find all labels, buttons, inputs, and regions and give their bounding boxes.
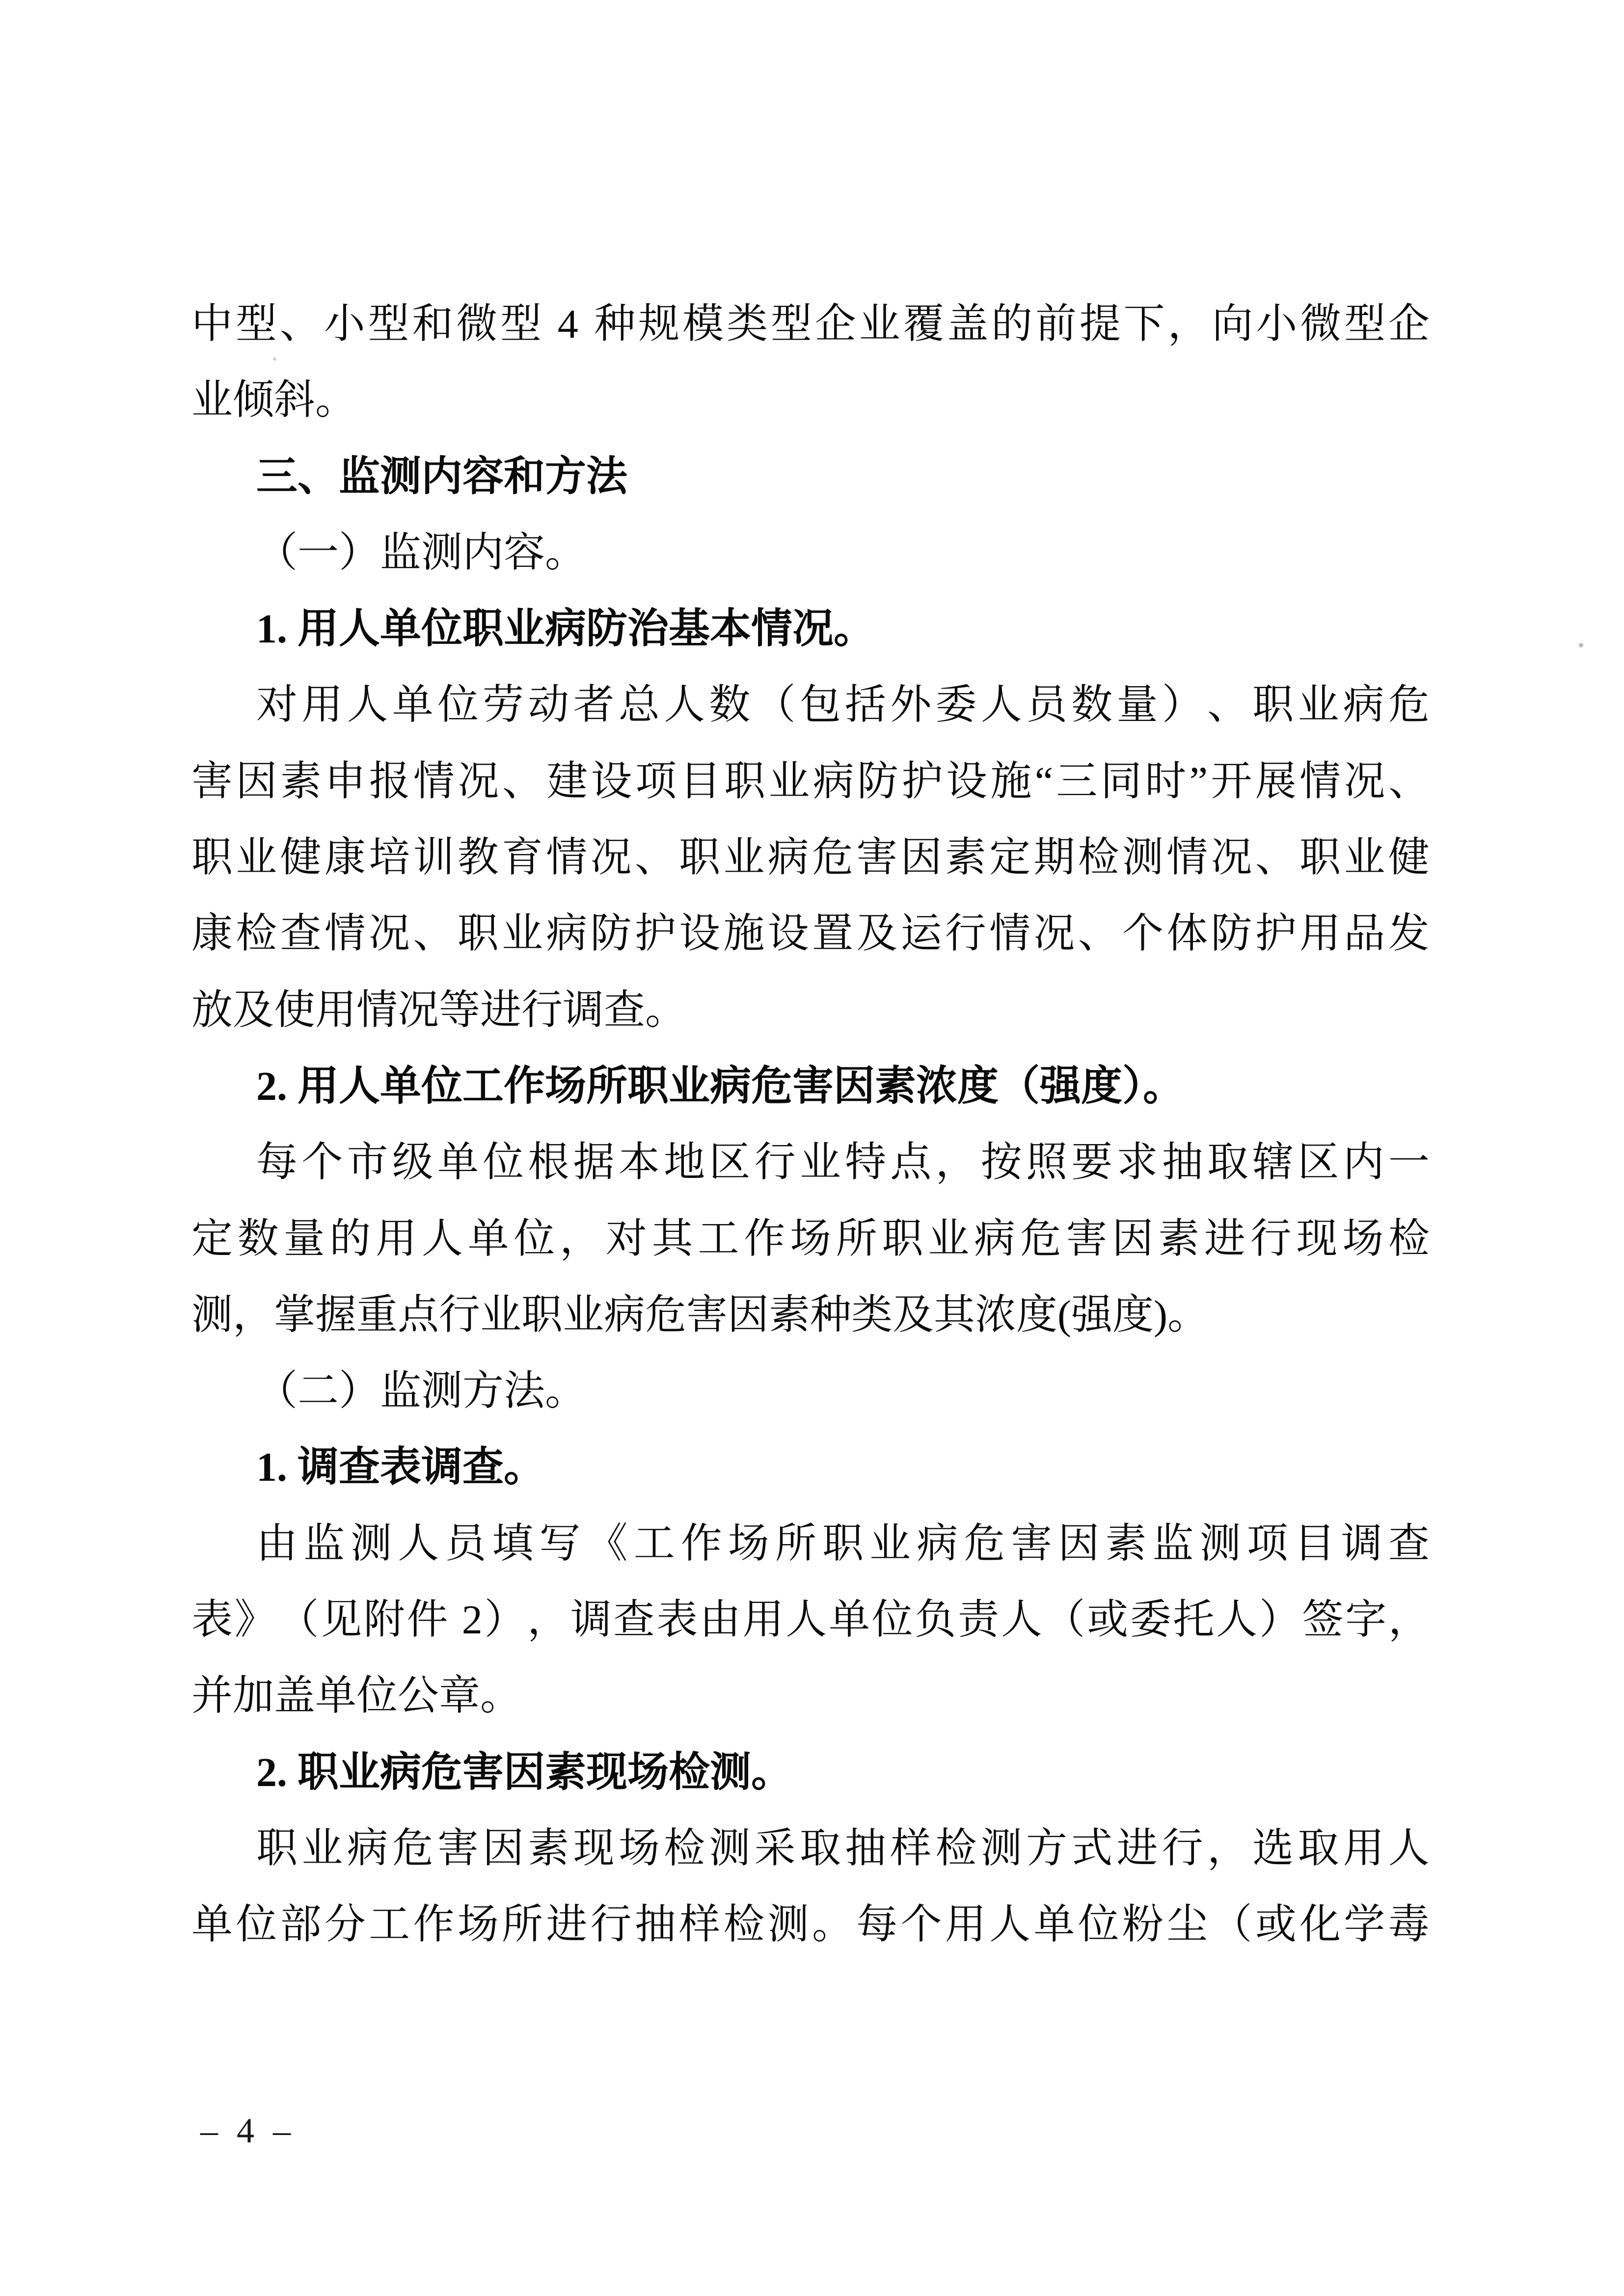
text-line: 康 检 查 情 况 、 职 业 病 防 护 设 施 设 置 及 运 行 情 况 、 个 体 防 护 用 品 发 bbox=[191, 911, 1430, 957]
heading-line: 1. 用人单位职业病防治基本情况。 bbox=[256, 606, 875, 652]
heading-line: 2. 职业病危害因素现场检测。 bbox=[256, 1749, 793, 1795]
text-line: 业倾斜。 bbox=[191, 377, 357, 424]
text-line: 职 业 病 危 害 因 素 现 场 检 测 采 取 抽 样 检 测 方 式 进 行 ， 选 取 用 人 bbox=[256, 1825, 1430, 1871]
heading-line: 1. 调查表调查。 bbox=[256, 1444, 545, 1491]
text-line: 放及使用情况等进行调查。 bbox=[191, 987, 687, 1033]
heading-line: 2. 用人单位工作场所职业病危害因素浓度（强度）。 bbox=[256, 1063, 1185, 1109]
heading-line: 三、监测内容和方法 bbox=[256, 454, 628, 500]
text-line: 表 》 （ 见 附 件 2 ） ， 调 查 表 由 用 人 单 位 负 责 人 （ 或 委 托 人 ） 签 字 ， bbox=[191, 1597, 1430, 1643]
text-line: （二）监测方法。 bbox=[256, 1368, 587, 1415]
document-body bbox=[191, 286, 1430, 1963]
text-line: 害 因 素 申 报 情 况 、 建 设 项 目 职 业 病 防 护 设 施 “ 三 同 时 ” 开 展 情 况 、 bbox=[191, 758, 1430, 804]
text-line: （一）监测内容。 bbox=[256, 530, 587, 576]
text-line: 并加盖单位公章。 bbox=[191, 1673, 522, 1719]
text-line: 对 用 人 单 位 劳 动 者 总 人 数 （ 包 括 外 委 人 员 数 量 ） 、 职 业 病 危 bbox=[256, 682, 1430, 728]
text-line: 中 型 、 小 型 和 微 型 4 种 规 模 类 型 企 业 覆 盖 的 前 提 下 ， 向 小 微 型 企 bbox=[191, 301, 1430, 347]
text-line: 由 监 测 人 员 填 写 《 工 作 场 所 职 业 病 危 害 因 素 监 测 项 目 调 查 bbox=[256, 1521, 1430, 1567]
text-line: 单 位 部 分 工 作 场 所 进 行 抽 样 检 测 。 每 个 用 人 单 位 粉 尘 （ 或 化 学 毒 bbox=[191, 1902, 1430, 1948]
text-line: 定 数 量 的 用 人 单 位 ， 对 其 工 作 场 所 职 业 病 危 害 因 素 进 行 现 场 检 bbox=[191, 1216, 1430, 1262]
text-line: 每 个 市 级 单 位 根 据 本 地 区 行 业 特 点 ， 按 照 要 求 抽 取 辖 区 内 一 bbox=[256, 1140, 1430, 1186]
scan-speck bbox=[1579, 643, 1583, 647]
scan-speck bbox=[273, 357, 276, 361]
page-number: – 4 – bbox=[200, 2111, 296, 2150]
text-line: 测，掌握重点行业职业病危害因素种类及其浓度(强度)。 bbox=[191, 1292, 1209, 1338]
text-line: 职 业 健 康 培 训 教 育 情 况 、 职 业 病 危 害 因 素 定 期 检 测 情 况 、 职 业 健 bbox=[191, 835, 1430, 881]
